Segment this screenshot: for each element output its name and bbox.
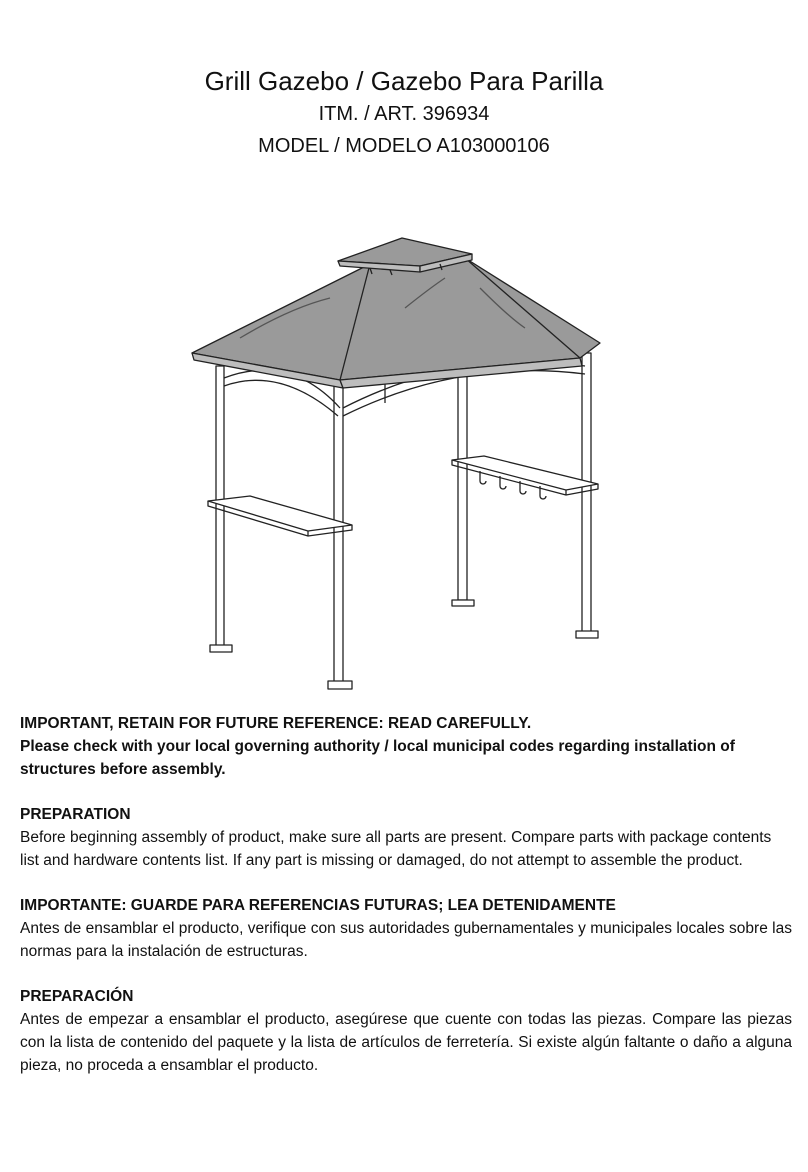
foot [210,645,232,652]
important-heading: IMPORTANT, RETAIN FOR FUTURE REFERENCE: READ CAREFULLY. [20,715,532,732]
preparacion-text: Antes de empezar a ensamblar el producto, asegúrese que cuente con todas las piezas. Compare las piezas con la lista de contenido del paquete y la lista de artículos de ferretería. Si existe algún faltante o daño a alguna pieza, no proceda a ensamblar el producto. [20,1011,792,1074]
front-right-post [582,353,591,633]
preparacion-heading: PREPARACIÓN [20,988,134,1005]
foot [452,600,474,606]
gazebo-illustration [180,228,610,693]
title-block [0,64,808,162]
right-bar-shelf [452,456,598,490]
model-number: MODEL / MODELO A103000106 [258,135,550,157]
item-number: ITM. / ART. 396934 [318,103,490,125]
preparation-heading: PREPARATION [20,806,131,823]
foot [576,631,598,638]
importante-text: Antes de ensamblar el producto, verifique con sus autoridades gubernamentales y municipales locales sobre las normas para la instalación de estructuras. [20,920,792,960]
foot [328,681,352,689]
preparation-text: Before beginning assembly of product, make sure all parts are present. Compare parts with package contents list and hardware contents list. If any part is missing or damaged, do not attempt to assemble the product. [20,829,772,869]
importante-heading: IMPORTANTE: GUARDE PARA REFERENCIAS FUTURAS; LEA DETENIDAMENTE [20,897,616,914]
left-bar-shelf [208,496,352,531]
important-text: Please check with your local governing authority / local municipal codes regarding installation of structures before assembly. [20,738,735,778]
back-right-post [458,368,467,600]
instructions-text [20,712,792,1077]
document-title: Grill Gazebo / Gazebo Para Parilla [204,66,604,96]
